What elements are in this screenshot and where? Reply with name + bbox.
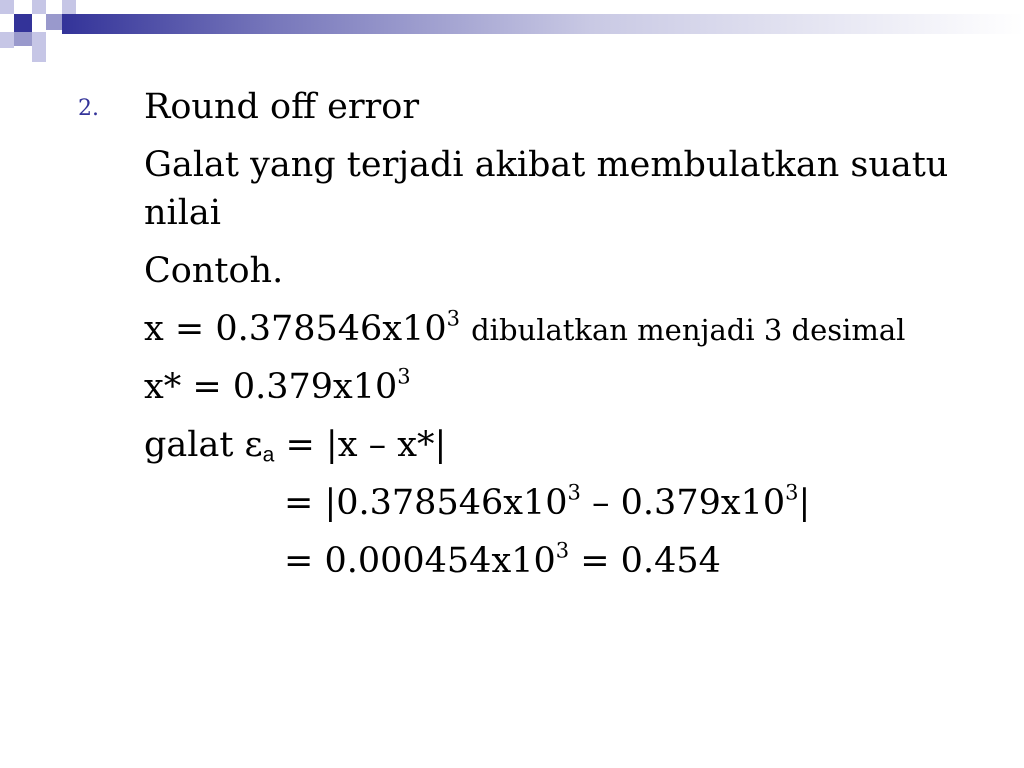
epsilon-subscript: a xyxy=(262,443,275,467)
deco-square xyxy=(32,48,46,62)
xstar-value-text: x* = 0.379x10 xyxy=(144,367,398,407)
eq1-part2: – 0.379x10 xyxy=(580,483,786,523)
eq2-part1: = 0.000454x10 xyxy=(284,541,556,581)
deco-square xyxy=(46,14,62,30)
equation-line-1 xyxy=(284,480,811,523)
xstar-value-line xyxy=(144,364,411,407)
galat-word: galat xyxy=(144,425,245,465)
header-decoration xyxy=(0,0,1024,70)
x-note: dibulatkan menjadi 3 desimal xyxy=(471,313,906,347)
definition-line-1: Galat yang terjadi akibat membulatkan suatu xyxy=(144,145,949,185)
deco-square xyxy=(32,32,46,48)
eq1-exp1: 3 xyxy=(567,480,581,505)
xstar-exponent: 3 xyxy=(397,364,411,389)
list-number: 2. xyxy=(78,96,99,121)
header-gradient-band xyxy=(62,14,1024,34)
deco-square xyxy=(62,0,76,14)
definition-line-2: nilai xyxy=(144,193,221,233)
example-label: Contoh. xyxy=(144,251,284,291)
slide-heading: Round off error xyxy=(144,87,420,127)
deco-square xyxy=(0,0,14,14)
galat-formula: = |x – x*| xyxy=(274,425,447,465)
epsilon-symbol: ε xyxy=(244,425,263,465)
x-value-line xyxy=(144,306,906,349)
eq2-exp: 3 xyxy=(555,538,570,563)
equation-line-2 xyxy=(284,538,721,581)
x-exponent: 3 xyxy=(446,306,460,331)
eq2-part2: = 0.454 xyxy=(569,541,721,581)
deco-square xyxy=(0,32,14,48)
deco-square xyxy=(32,0,46,14)
eq1-exp2: 3 xyxy=(785,480,799,505)
x-value-text: x = 0.378546x10 xyxy=(144,309,447,349)
eq1-part1: = |0.378546x10 xyxy=(284,483,568,523)
galat-line xyxy=(144,425,447,467)
eq1-part3: | xyxy=(798,483,811,523)
deco-square xyxy=(14,14,32,32)
deco-square xyxy=(14,32,32,46)
